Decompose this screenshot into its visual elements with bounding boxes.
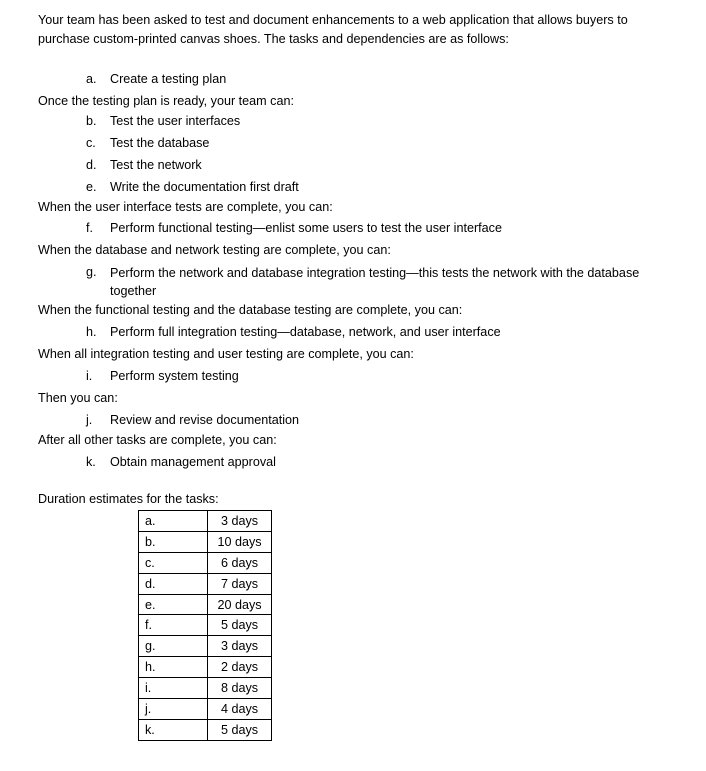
task-item-h <box>86 324 501 340</box>
task-text: Perform functional testing—enlist some users to test the user interface <box>110 221 502 235</box>
task-item-i <box>86 368 239 384</box>
task-text: Review and revise documentation <box>110 413 300 427</box>
task-text: Test the network <box>110 158 202 172</box>
task-marker: e. <box>86 180 97 194</box>
task-item-c <box>86 135 209 151</box>
dependency-text: Then you can: <box>38 391 118 405</box>
duration-cell: 3 days <box>208 511 272 532</box>
table-row <box>139 594 272 615</box>
dependency-text: When all integration testing and user testing are complete, you can: <box>38 347 414 361</box>
task-item-a <box>86 71 226 87</box>
task-cell: j. <box>139 699 208 720</box>
task-item-j <box>86 412 299 428</box>
task-text: Perform system testing <box>110 369 239 383</box>
task-marker: f. <box>86 221 93 235</box>
task-cell: b. <box>139 531 208 552</box>
task-text: Write the documentation first draft <box>110 180 299 194</box>
table-row <box>139 699 272 720</box>
task-cell: g. <box>139 636 208 657</box>
task-cell: i. <box>139 678 208 699</box>
task-text: Test the user interfaces <box>110 114 241 128</box>
task-marker: j. <box>86 413 93 427</box>
dependency-text: When the database and network testing are complete, you can: <box>38 243 391 257</box>
dependency-text: When the functional testing and the database testing are complete, you can: <box>38 303 463 317</box>
task-item-b <box>86 113 240 129</box>
table-row <box>139 678 272 699</box>
table-row <box>139 636 272 657</box>
table-row <box>139 511 272 532</box>
duration-cell: 2 days <box>208 657 272 678</box>
task-cell: k. <box>139 719 208 740</box>
table-row <box>139 552 272 573</box>
task-marker: i. <box>86 369 93 383</box>
duration-cell: 10 days <box>208 531 272 552</box>
table-row <box>139 615 272 636</box>
task-item-d <box>86 157 202 173</box>
task-text: Perform full integration testing—database, network, and user interface <box>110 325 501 339</box>
task-item-f <box>86 220 502 236</box>
task-text: Create a testing plan <box>110 72 227 86</box>
duration-cell: 3 days <box>208 636 272 657</box>
dependency-text: Once the testing plan is ready, your team can: <box>38 94 294 108</box>
dependency-text: When the user interface tests are complete, you can: <box>38 200 333 214</box>
duration-cell: 5 days <box>208 615 272 636</box>
task-cell: e. <box>139 594 208 615</box>
duration-cell: 6 days <box>208 552 272 573</box>
task-item-k <box>86 454 276 470</box>
dependency-text: After all other tasks are complete, you can: <box>38 433 277 447</box>
task-marker: g. <box>86 265 97 279</box>
duration-heading: Duration estimates for the tasks: <box>38 492 219 506</box>
task-text: Test the database <box>110 136 210 150</box>
intro-paragraph: Your team has been asked to test and document enhancements to a web application that allows buyers to purchase custom-printed canvas shoes. The tasks and dependencies are as follows: <box>38 13 628 46</box>
task-cell: d. <box>139 573 208 594</box>
task-text: Obtain management approval <box>110 455 276 469</box>
task-item-g <box>86 264 650 300</box>
table-row <box>139 531 272 552</box>
duration-cell: 7 days <box>208 573 272 594</box>
task-marker: c. <box>86 136 96 150</box>
task-marker: d. <box>86 158 97 172</box>
task-cell: c. <box>139 552 208 573</box>
task-marker: b. <box>86 114 97 128</box>
duration-cell: 4 days <box>208 699 272 720</box>
duration-cell: 8 days <box>208 678 272 699</box>
task-cell: f. <box>139 615 208 636</box>
task-cell: a. <box>139 511 208 532</box>
task-item-e <box>86 179 299 195</box>
duration-cell: 5 days <box>208 719 272 740</box>
duration-cell: 20 days <box>208 594 272 615</box>
table-row <box>139 657 272 678</box>
task-cell: h. <box>139 657 208 678</box>
table-row <box>139 573 272 594</box>
task-text: Perform the network and database integration testing—this tests the network with the database together <box>110 266 640 298</box>
duration-table <box>138 510 272 741</box>
task-marker: k. <box>86 455 96 469</box>
table-row <box>139 719 272 740</box>
task-marker: a. <box>86 72 97 86</box>
task-marker: h. <box>86 325 97 339</box>
